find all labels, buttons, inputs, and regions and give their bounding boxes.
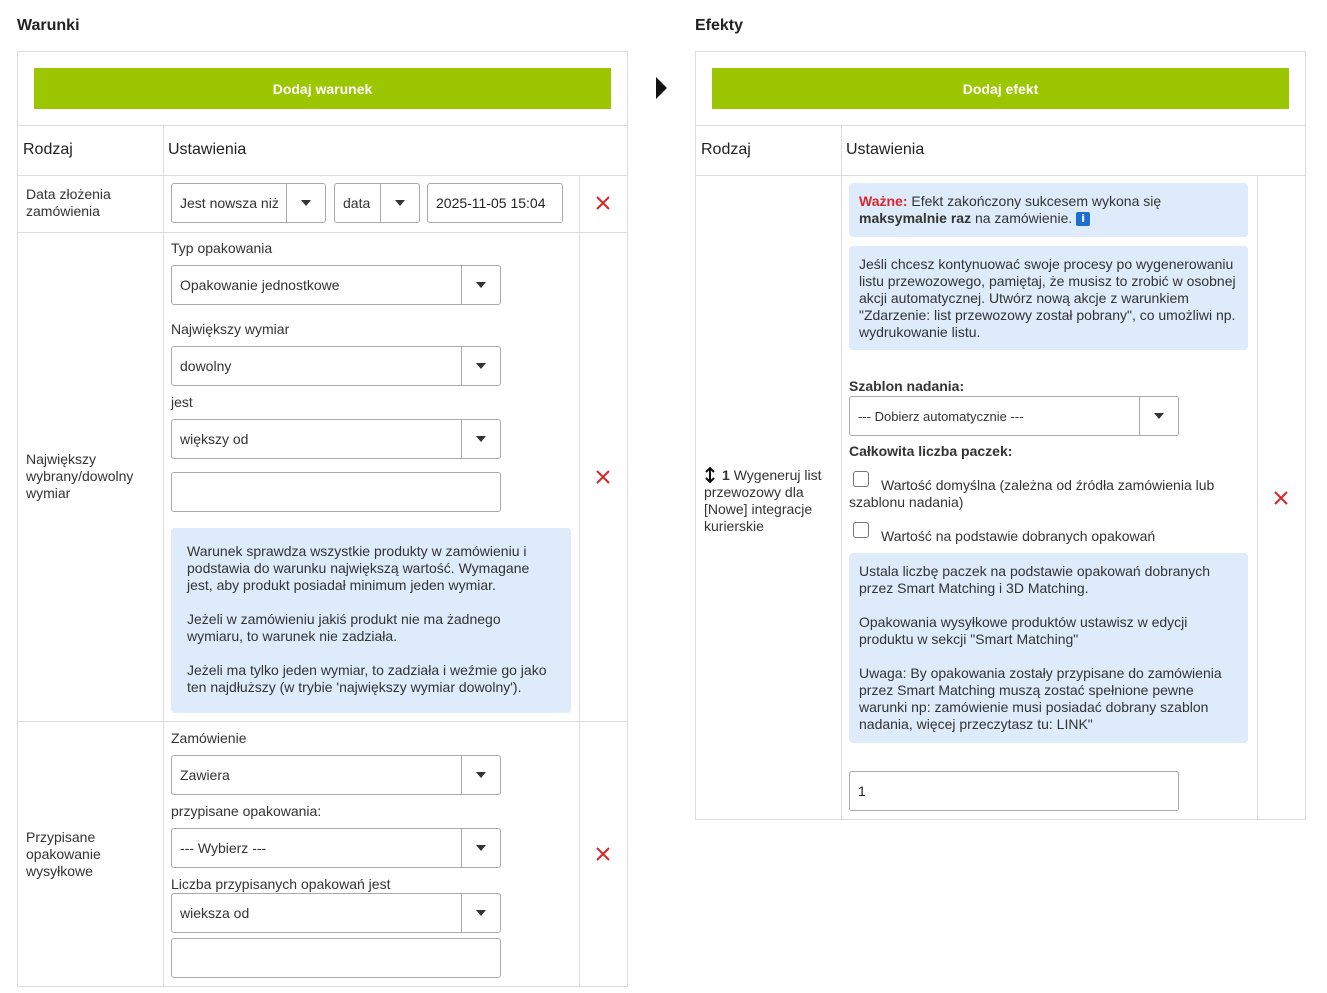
packaging-type-value: Opakowanie jednostkowe	[180, 277, 340, 293]
important-bold: maksymalnie raz	[859, 210, 972, 226]
date-unit-value: data	[343, 195, 371, 211]
chevron-down-icon	[461, 894, 500, 932]
note-text: Jeśli chcesz kontynuować swoje procesy po wygenerowaniu listu przewozowego, pamiętaj, że musisz to zrobić w osobnej akcji automatycznej. Utwórz nową akcje z warunkiem "Zdarzenie: list przewozowy został pobrany", co umożliwi np. wydrukowanie listu.	[859, 256, 1236, 340]
order-contains-select[interactable]	[171, 755, 501, 795]
col-type-header: Rodzaj	[23, 141, 73, 158]
conditions-panel	[17, 51, 628, 987]
dimension-info-p3: Jeżeli ma tylko jeden wymiar, to zadziała i weźmie go jako ten najdłuższy (w trybie 'największy wymiar dowolny').	[187, 662, 547, 695]
condition-type-largest-dimension: Największy wybrany/dowolny wymiar	[26, 451, 134, 501]
date-comparator-select[interactable]	[171, 183, 326, 223]
chevron-down-icon	[380, 184, 419, 222]
packaging-count-value: wieksza od	[180, 905, 250, 921]
default-value-option-text: Wartość domyślna (zależna od źródła zamówienia lub szablonu nadania)	[849, 477, 1215, 510]
parcels-info-p3: Uwaga: By opakowania zostały przypisane do zamówienia przez Smart Matching muszą zostać spełnione pewne warunki np: zamówienie musi posiadać dobrany szablon nadania, więcej przeczytasz tu: LINK"	[859, 665, 1222, 732]
parcels-info-box	[849, 553, 1248, 743]
date-comparator-value: Jest nowsza niż	[180, 195, 279, 211]
packaging-count-select[interactable]	[171, 893, 501, 933]
date-input[interactable]: 2025-11-05 15:04	[427, 183, 563, 223]
delete-condition-icon[interactable]	[593, 467, 613, 487]
effects-title: Efekty	[695, 17, 744, 34]
effect-number: 1	[722, 467, 730, 483]
important-text2: na zamówienie.	[974, 210, 1073, 226]
add-condition-button[interactable]: Dodaj warunek	[34, 68, 611, 109]
drag-handle-icon[interactable]	[704, 467, 716, 483]
parcels-label: Całkowita liczba paczek:	[849, 443, 1013, 459]
chevron-down-icon	[461, 266, 500, 304]
info-icon[interactable]: i	[1076, 212, 1090, 226]
packaging-based-option-label: Wartość na podstawie dobranych opakowań	[881, 528, 1156, 544]
dimension-number-input[interactable]	[171, 472, 501, 512]
note-info-box	[849, 246, 1248, 350]
dimension-info-p2: Jeżeli w zamówieniu jakiś produkt nie ma żadnego wymiaru, to warunek nie zadziała.	[187, 611, 501, 644]
template-label: Szablon nadania:	[849, 378, 965, 394]
assigned-packaging-select[interactable]	[171, 828, 501, 868]
dimension-info-p1: Warunek sprawdza wszystkie produkty w zamówieniu i podstawia do warunku największą wartość. Wymagane jest, aby produkt posiadał minimum jeden wymiar.	[187, 543, 530, 593]
largest-dimension-label: Największy wymiar	[171, 321, 290, 337]
dimension-info-box	[171, 528, 571, 713]
flow-arrow-icon	[656, 77, 667, 99]
col-type-header: Rodzaj	[701, 141, 751, 158]
conditions-title: Warunki	[17, 17, 80, 34]
col-settings-header: Ustawienia	[168, 141, 247, 158]
add-effect-button[interactable]: Dodaj efekt	[712, 68, 1289, 109]
condition-type-assigned-packaging: Przypisane opakowanie wysyłkowe	[26, 829, 101, 879]
delete-condition-icon[interactable]	[593, 844, 613, 864]
important-text1: Efekt zakończony sukcesem wykona się	[911, 193, 1162, 209]
parcels-info-p2: Opakowania wysyłkowe produktów ustawisz w edycji produktu w sekcji "Smart Matching"	[859, 614, 1188, 647]
packaging-count-input[interactable]	[171, 938, 501, 978]
condition-type-order-date: Data złożenia zamówienia	[26, 186, 111, 219]
effects-panel	[695, 51, 1306, 820]
parcels-count-input[interactable]: 1	[849, 771, 1179, 811]
important-info-box	[849, 183, 1248, 237]
order-contains-value: Zawiera	[180, 767, 230, 783]
packaging-type-select[interactable]	[171, 265, 501, 305]
comparison-value: większy od	[180, 431, 249, 447]
packaging-based-checkbox[interactable]	[853, 522, 869, 538]
chevron-down-icon	[461, 829, 500, 867]
parcels-info-p1: Ustala liczbę paczek na podstawie opakowań dobranych przez Smart Matching i 3D Matching.	[859, 563, 1210, 596]
chevron-down-icon	[1139, 397, 1178, 435]
delete-effect-icon[interactable]	[1271, 488, 1291, 508]
effect-label: Wygeneruj list przewozowy dla [Nowe] integracje kurierskie	[704, 467, 822, 534]
assigned-packaging-label: przypisane opakowania:	[171, 803, 322, 819]
chevron-down-icon	[461, 756, 500, 794]
shipping-template-select[interactable]	[849, 396, 1179, 436]
assigned-packaging-value: --- Wybierz ---	[180, 840, 267, 856]
important-prefix: Ważne:	[859, 193, 908, 209]
delete-condition-icon[interactable]	[593, 193, 613, 213]
chevron-down-icon	[461, 347, 500, 385]
largest-dimension-value: dowolny	[180, 358, 232, 374]
packaging-count-label: Liczba przypisanych opakowań jest	[171, 876, 391, 892]
largest-dimension-select[interactable]	[171, 346, 501, 386]
packaging-type-label: Typ opakowania	[171, 240, 273, 256]
effect-type-generate-label	[704, 467, 834, 535]
comparison-select[interactable]	[171, 419, 501, 459]
shipping-template-value: --- Dobierz automatycznie ---	[858, 408, 1024, 424]
order-label: Zamówienie	[171, 730, 247, 746]
col-settings-header: Ustawienia	[846, 141, 925, 158]
chevron-down-icon	[286, 184, 325, 222]
default-value-option-label	[849, 477, 1244, 511]
is-label: jest	[171, 394, 193, 410]
date-unit-select[interactable]	[334, 183, 420, 223]
chevron-down-icon	[461, 420, 500, 458]
